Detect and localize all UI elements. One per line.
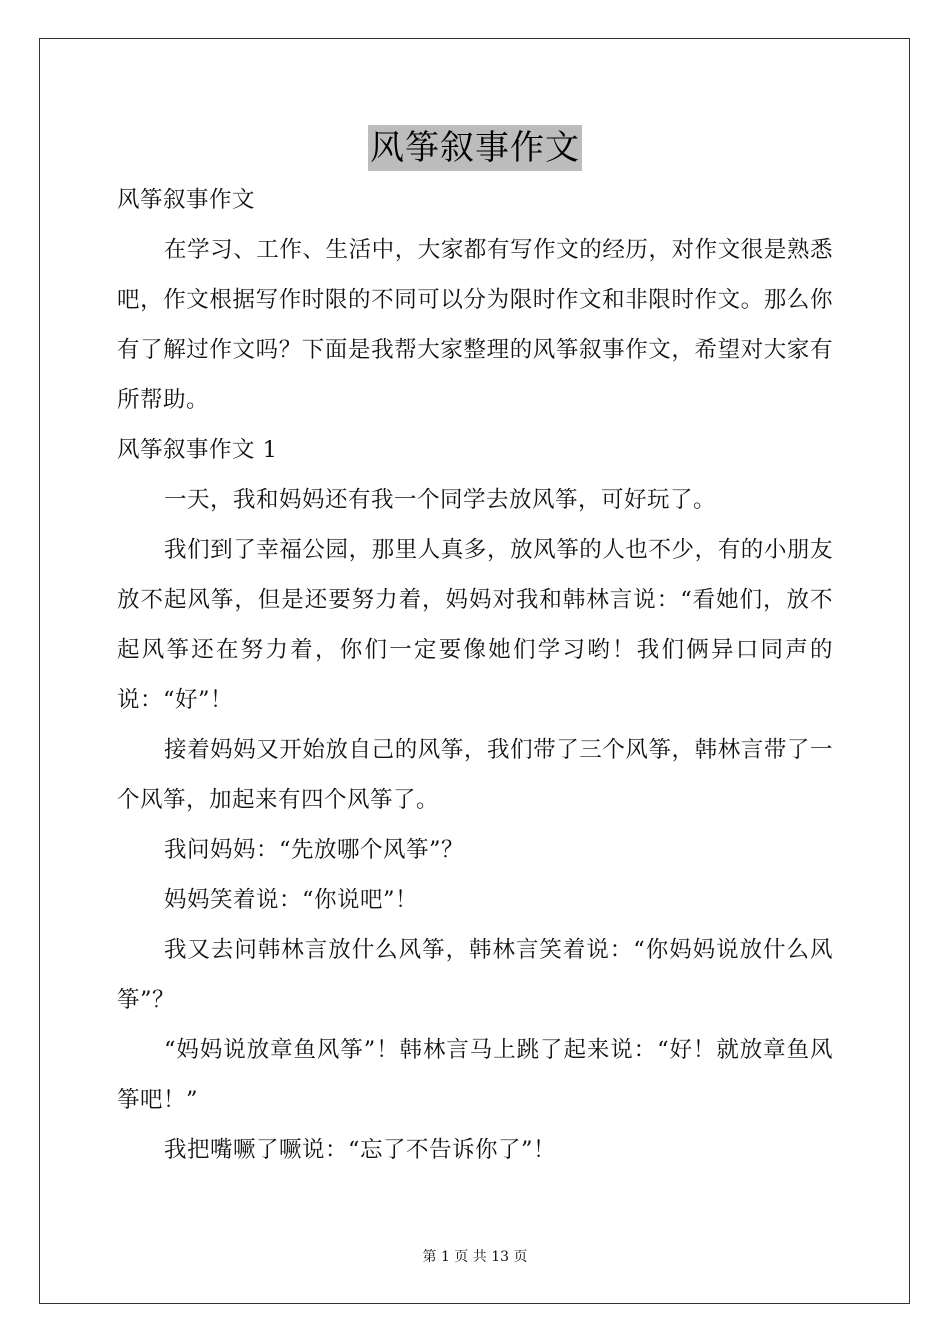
paragraph: 接着妈妈又开始放自己的风筝，我们带了三个风筝，韩林言带了一个风筝，加起来有四个风筝了。 [117,737,833,813]
document-title: 风筝叙事作文 [368,125,582,171]
paragraph: 一天，我和妈妈还有我一个同学去放风筝，可好玩了。 [164,487,717,513]
section-heading: 风筝叙事作文 1 [117,437,278,463]
paragraph: 我又去问韩林言放什么风筝，韩林言笑着说：“你妈妈说放什么风筝”？ [117,937,833,1013]
paragraph-intro: 在学习、工作、生活中，大家都有写作文的经历，对作文很是熟悉吧，作文根据写作时限的不同可以分为限时作文和非限时作文。那么你有了解过作文吗？下面是我帮大家整理的风筝叙事作文，希望对大家有所帮助。 [117,237,833,413]
document-body [117,175,833,1175]
page-number-footer: 第 1 页 共 13 页 [422,1249,528,1265]
paragraph: 我把嘴噘了噘说：“忘了不告诉你了”！ [164,1137,557,1163]
paragraph: 我们到了幸福公园，那里人真多，放风筝的人也不少，有的小朋友放不起风筝，但是还要努力着，妈妈对我和韩林言说：“看她们，放不起风筝还在努力着，你们一定要像她们学习哟！我们俩异口同声的说：“好”！ [117,537,833,713]
paragraph: 妈妈笑着说：“你说吧”！ [164,887,419,913]
title-container [0,125,950,171]
paragraph: 我问妈妈：“先放哪个风筝”？ [164,837,465,863]
paragraph-subtitle: 风筝叙事作文 [117,187,256,213]
paragraph: “妈妈说放章鱼风筝”！韩林言马上跳了起来说：“好！就放章鱼风筝吧！” [117,1037,833,1113]
